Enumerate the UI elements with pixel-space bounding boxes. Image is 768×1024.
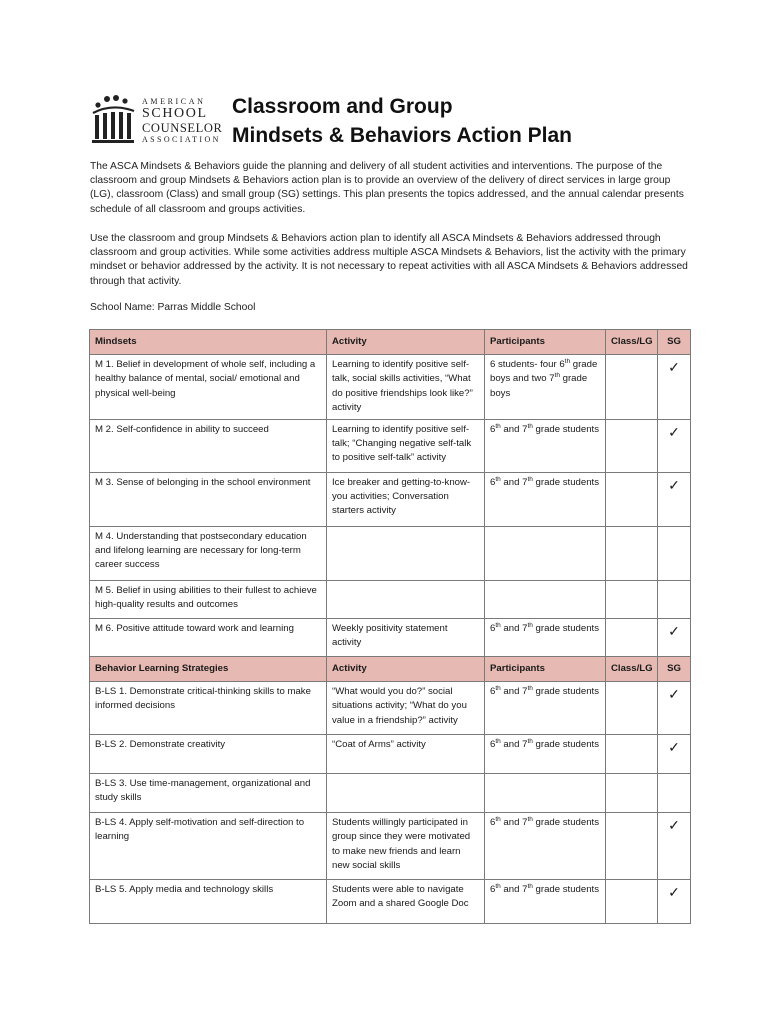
cell-participants: 6th and 7th grade students bbox=[485, 473, 606, 527]
column-header-class-lg: Class/LG bbox=[606, 330, 658, 355]
cell-sg bbox=[658, 619, 691, 657]
cell-sg bbox=[658, 682, 691, 735]
column-header-participants: Participants bbox=[485, 330, 606, 355]
cell-class-lg bbox=[606, 420, 658, 473]
cell-sg bbox=[658, 473, 691, 527]
column-header-activity: Activity bbox=[327, 657, 485, 682]
column-header-participants: Participants bbox=[485, 657, 606, 682]
action-plan-table bbox=[89, 329, 691, 924]
logo-line-counselor: COUNSELOR bbox=[142, 121, 223, 135]
cell-participants bbox=[485, 527, 606, 581]
behaviors-header-row bbox=[90, 657, 691, 682]
checkmark-icon: ✓ bbox=[668, 884, 680, 901]
cell-participants: 6th and 7th grade students bbox=[485, 880, 606, 924]
cell-item: M 4. Understanding that postsecondary education and lifelong learning are necessary for long-term career success bbox=[90, 527, 327, 581]
checkmark-icon: ✓ bbox=[668, 424, 680, 441]
mindsets-section bbox=[90, 330, 691, 657]
column-header-mindsets: Mindsets bbox=[90, 330, 327, 355]
behaviors-section bbox=[90, 657, 691, 924]
intro-paragraph-2: Use the classroom and group Mindsets & Behaviors action plan to identify all ASCA Mindsets & Behaviors addressed through classroom and group activities. While some activities address multiple ASCA Mindsets & Behaviors, list the activity with the primary mindset or behavior addressed by the activity. It is not necessary to repeat activities with all ASCA Mindsets & Behaviors addressed through that activity. bbox=[90, 233, 688, 287]
cell-sg bbox=[658, 774, 691, 813]
cell-activity: “Coat of Arms” activity bbox=[327, 735, 485, 774]
cell-participants: 6th and 7th grade students bbox=[485, 682, 606, 735]
cell-item: M 5. Belief in using abilities to their fullest to achieve high-quality results and outcomes bbox=[90, 581, 327, 619]
cell-activity bbox=[327, 527, 485, 581]
checkmark-icon: ✓ bbox=[668, 817, 680, 834]
mindsets-header-row bbox=[90, 330, 691, 355]
cell-item: B-LS 4. Apply self-motivation and self-direction to learning bbox=[90, 813, 327, 880]
checkmark-icon: ✓ bbox=[668, 477, 680, 494]
logo-line-american: AMERICAN bbox=[142, 97, 206, 106]
cell-sg bbox=[658, 813, 691, 880]
table-row bbox=[90, 527, 691, 581]
table-row bbox=[90, 581, 691, 619]
cell-participants: 6th and 7th grade students bbox=[485, 420, 606, 473]
cell-participants: 6 students- four 6th grade boys and two 7th grade boys bbox=[485, 355, 606, 420]
table-row bbox=[90, 735, 691, 774]
cell-sg bbox=[658, 355, 691, 420]
logo-line-association: ASSOCIATION bbox=[142, 134, 221, 144]
cell-participants: 6th and 7th grade students bbox=[485, 813, 606, 880]
table-row bbox=[90, 813, 691, 880]
column-header-activity: Activity bbox=[327, 330, 485, 355]
cell-item: B-LS 1. Demonstrate critical-thinking skills to make informed decisions bbox=[90, 682, 327, 735]
cell-sg bbox=[658, 527, 691, 581]
cell-class-lg bbox=[606, 473, 658, 527]
cell-activity: Learning to identify positive self-talk, social skills activities, “What do positive friendships look like?” activity bbox=[327, 355, 485, 420]
cell-activity: Weekly positivity statement activity bbox=[327, 619, 485, 657]
cell-activity: Ice breaker and getting-to-know-you activities; Conversation starters activity bbox=[327, 473, 485, 527]
cell-activity bbox=[327, 581, 485, 619]
table-row bbox=[90, 774, 691, 813]
checkmark-icon: ✓ bbox=[668, 359, 680, 376]
cell-class-lg bbox=[606, 682, 658, 735]
cell-participants: 6th and 7th grade students bbox=[485, 619, 606, 657]
table-row bbox=[90, 473, 691, 527]
table-row bbox=[90, 420, 691, 473]
cell-participants bbox=[485, 774, 606, 813]
checkmark-icon: ✓ bbox=[668, 686, 680, 703]
table-row bbox=[90, 355, 691, 420]
table-row bbox=[90, 682, 691, 735]
table-row bbox=[90, 619, 691, 657]
cell-item: M 2. Self-confidence in ability to succeed bbox=[90, 420, 327, 473]
cell-class-lg bbox=[606, 735, 658, 774]
cell-class-lg bbox=[606, 813, 658, 880]
cell-activity: Learning to identify positive self-talk; “Changing negative self-talk to positive self-talk” activity bbox=[327, 420, 485, 473]
cell-activity: Students willingly participated in group since they were motivated to make new friends and learn new social skills bbox=[327, 813, 485, 880]
cell-sg bbox=[658, 735, 691, 774]
page-title-line-1: Classroom and Group bbox=[232, 95, 453, 118]
column-header-class-lg: Class/LG bbox=[606, 657, 658, 682]
cell-class-lg bbox=[606, 774, 658, 813]
cell-sg bbox=[658, 880, 691, 924]
column-header-sg: SG bbox=[658, 657, 691, 682]
cell-participants: 6th and 7th grade students bbox=[485, 735, 606, 774]
document-header bbox=[90, 92, 710, 152]
table-row bbox=[90, 880, 691, 924]
school-name: School Name: Parras Middle School bbox=[90, 302, 256, 313]
cell-item: M 1. Belief in development of whole self, including a healthy balance of mental, social/ emotional and physical well-being bbox=[90, 355, 327, 420]
asca-columns-logo-icon bbox=[90, 94, 138, 146]
cell-sg bbox=[658, 420, 691, 473]
asca-logo bbox=[90, 92, 226, 150]
checkmark-icon: ✓ bbox=[668, 739, 680, 756]
cell-item: M 3. Sense of belonging in the school environment bbox=[90, 473, 327, 527]
cell-activity: Students were able to navigate Zoom and a shared Google Doc bbox=[327, 880, 485, 924]
column-header-behavior-learning-strategies: Behavior Learning Strategies bbox=[90, 657, 327, 682]
page-title-line-2: Mindsets & Behaviors Action Plan bbox=[232, 124, 572, 147]
cell-sg bbox=[658, 581, 691, 619]
cell-class-lg bbox=[606, 619, 658, 657]
intro-paragraph-1: The ASCA Mindsets & Behaviors guide the planning and delivery of all student activities and interventions. The purpose of the classroom and group Mindsets & Behaviors action plan is to provide an overview of the delivery of direct services in large group (LG), classroom (Class) and small group (SG) settings. This plan presents the topics addressed, and the annual calendar presents schedule of all classroom and groups activities. bbox=[90, 161, 684, 215]
cell-item: B-LS 3. Use time-management, organizational and study skills bbox=[90, 774, 327, 813]
logo-line-school: SCHOOL bbox=[142, 106, 208, 121]
cell-item: B-LS 2. Demonstrate creativity bbox=[90, 735, 327, 774]
cell-class-lg bbox=[606, 880, 658, 924]
cell-class-lg bbox=[606, 527, 658, 581]
cell-item: M 6. Positive attitude toward work and learning bbox=[90, 619, 327, 657]
checkmark-icon: ✓ bbox=[668, 623, 680, 640]
cell-activity bbox=[327, 774, 485, 813]
column-header-sg: SG bbox=[658, 330, 691, 355]
cell-activity: “What would you do?” social situations activity; “What do you value in a friendship?” activity bbox=[327, 682, 485, 735]
cell-class-lg bbox=[606, 581, 658, 619]
cell-participants bbox=[485, 581, 606, 619]
cell-class-lg bbox=[606, 355, 658, 420]
cell-item: B-LS 5. Apply media and technology skills bbox=[90, 880, 327, 924]
